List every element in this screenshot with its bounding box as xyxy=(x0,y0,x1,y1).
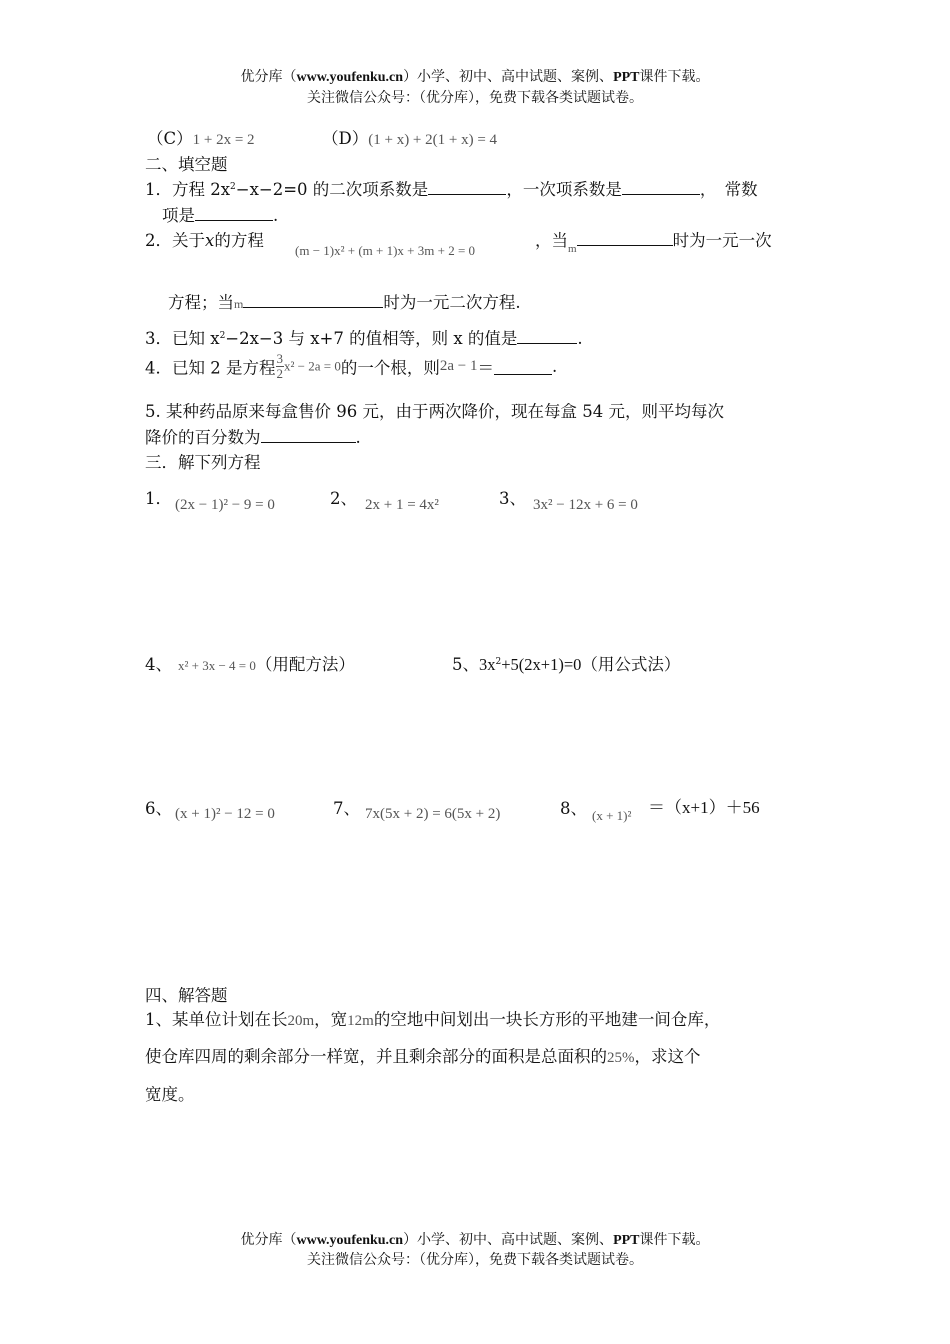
fill-question-1: 1．方程 $2x^2-x-2=0$ 的二次项系数是 ，一次项系数是 ， 常数 xyxy=(145,180,758,199)
problem-7-equation: 7x(5x + 2) = 6(5x + 2) xyxy=(365,806,501,822)
section-3-title: 三．解下列方程 xyxy=(145,453,261,472)
problem-4: 4、 x² + 3x − 4 = 0（用配方法） xyxy=(145,655,355,674)
fill-question-2: 2．关于x的方程 xyxy=(145,231,264,250)
problem-1-label: 1． xyxy=(145,489,172,508)
fill-question-3: 3．已知 $x^2-2x-3$ 与 x+7 的值相等，则 x 的值是 . xyxy=(145,329,583,348)
fill-question-1-cont: 项是 . xyxy=(162,206,279,225)
fill-question-4: 4．已知 2 是方程 $\frac{3}{2}$ x² − 2a = 0的一个根，则2a − 1＝ . xyxy=(145,351,558,381)
problem-2-label: 2、 xyxy=(330,489,357,508)
footer-line-1: 优分库（www.youfenku.cn）小学、初中、高中试题、案例、PPT课件下载。 xyxy=(240,1232,710,1248)
problem-3-equation: 3x² − 12x + 6 = 0 xyxy=(533,497,638,513)
choice-d: （D）(1 + x) + 2(1 + x) = 4 xyxy=(322,129,498,148)
answer-question-1-line-3: 宽度。 xyxy=(145,1085,195,1104)
problem-7-label: 7、 xyxy=(333,799,360,818)
problem-6-label: 6、 xyxy=(145,799,172,818)
fill-question-2-when: ，当$_m$ 时为一元一次 xyxy=(535,231,772,255)
problem-8-label: 8、 xyxy=(560,799,587,818)
footer-line-2: 关注微信公众号：（优分库），免费下载各类试题试卷。 xyxy=(307,1252,643,1268)
q2-equation: (m − 1)x² + (m + 1)x + 3m + 2 = 0 xyxy=(295,243,476,258)
problem-8-lhs: (x + 1)² xyxy=(592,808,632,823)
header-line-1: 优分库（www.youfenku.cn）小学、初中、高中试题、案例、PPT课件下载。 xyxy=(240,69,710,85)
problem-8-rhs: ＝（x+1）＋56 xyxy=(648,798,760,817)
fill-question-5-cont: 降价的百分数为 . xyxy=(145,428,361,447)
problem-2-equation: 2x + 1 = 4x² xyxy=(365,497,439,513)
header-line-2: 关注微信公众号：（优分库），免费下载各类试题试卷。 xyxy=(307,90,643,106)
section-4-title: 四、解答题 xyxy=(145,986,228,1005)
answer-question-1-line-1: 1、某单位计划在长20m，宽12m的空地中间划出一块长方形的平地建一间仓库， xyxy=(145,1010,721,1029)
fill-question-2-cont: 方程；当m 时为一元二次方程. xyxy=(168,293,521,312)
answer-question-1-line-2: 使仓库四周的剩余部分一样宽，并且剩余部分的面积是总面积的25%，求这个 xyxy=(145,1047,701,1066)
choice-c: （C）1 + 2x = 2 xyxy=(147,129,255,148)
fill-question-5: 5. 某种药品原来每盒售价 96 元，由于两次降价，现在每盒 54 元，则平均每次 xyxy=(145,402,724,421)
problem-6-equation: (x + 1)² − 12 = 0 xyxy=(175,806,275,822)
problem-3-label: 3、 xyxy=(499,489,526,508)
problem-1-equation: (2x − 1)² − 9 = 0 xyxy=(175,497,275,513)
section-2-title: 二、填空题 xyxy=(145,155,228,174)
problem-5: 5、$3x^2+5(2x+1)=0$（用公式法） xyxy=(452,655,681,674)
